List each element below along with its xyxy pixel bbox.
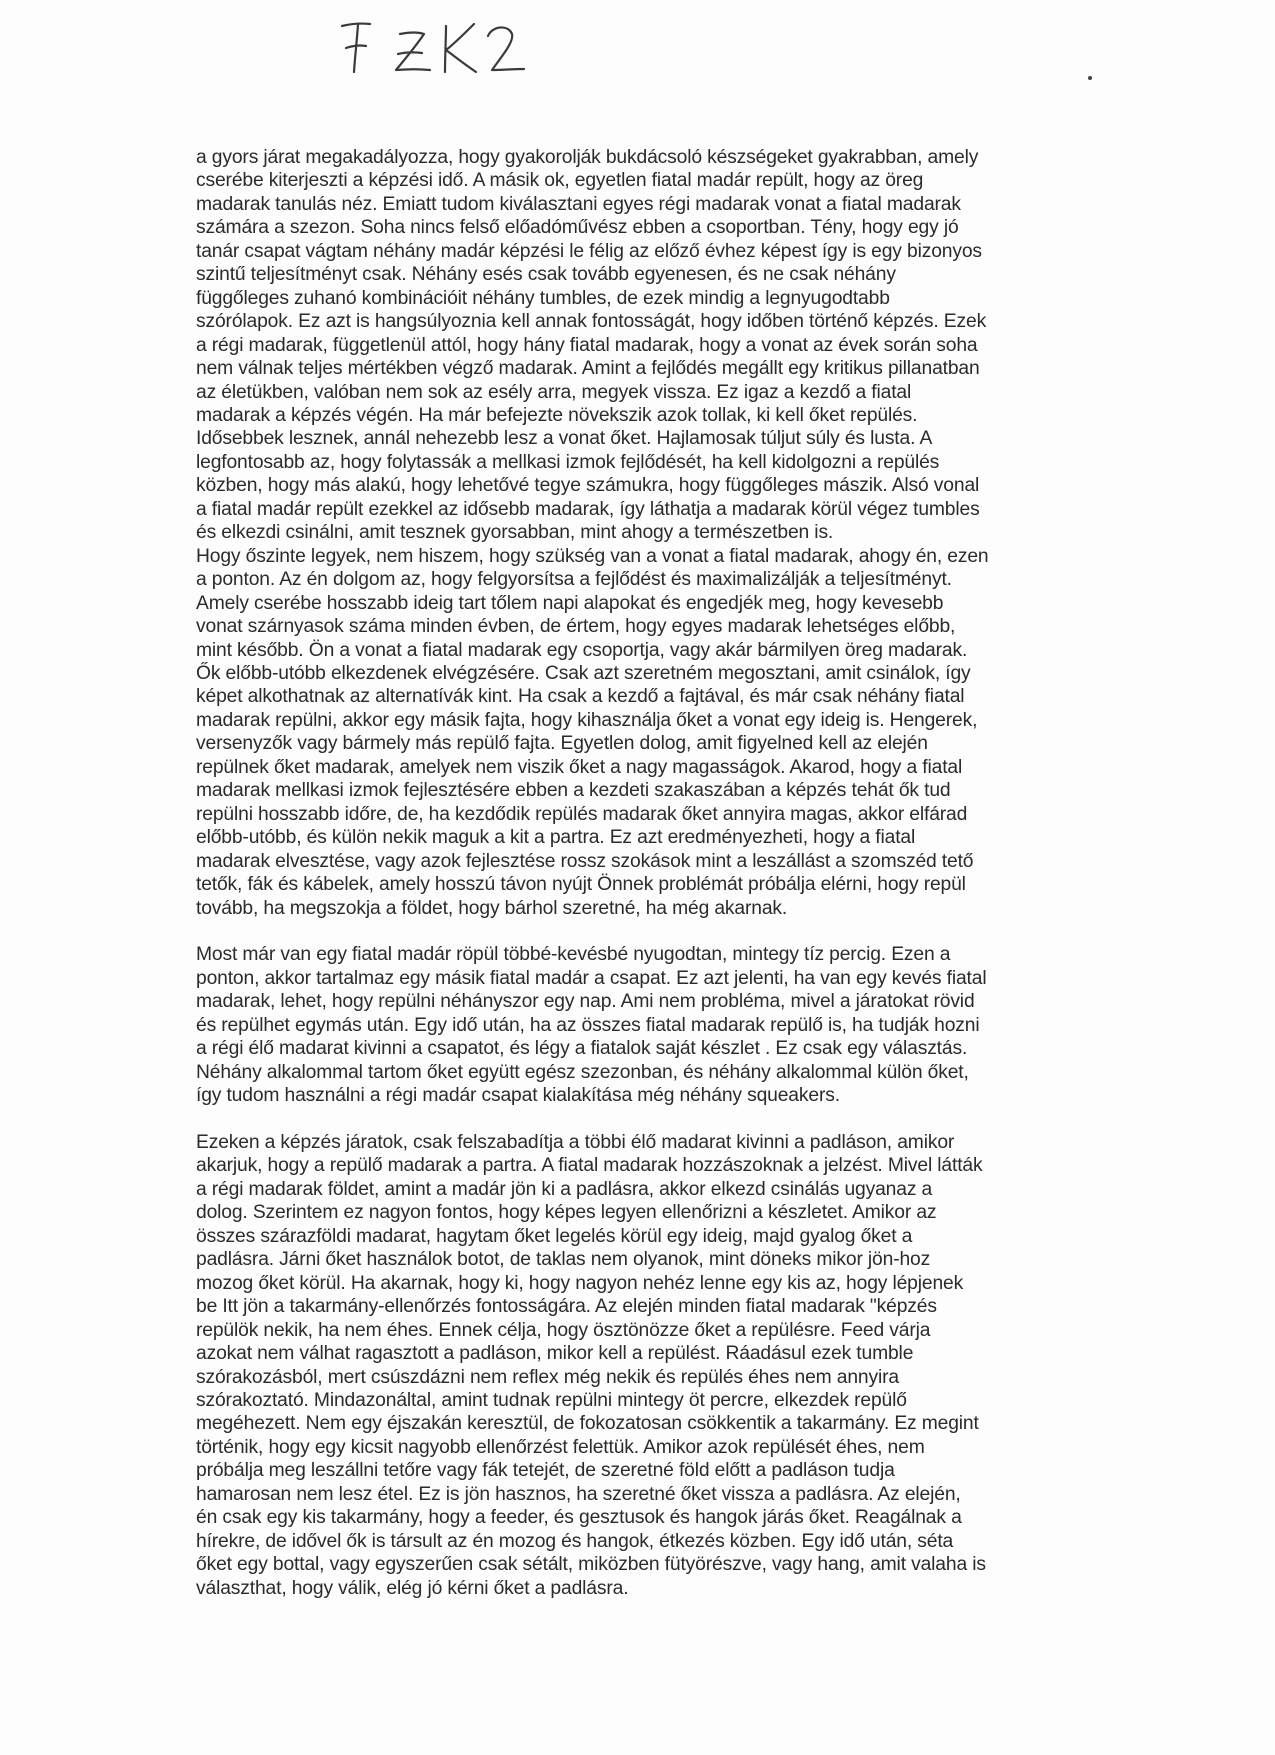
text-line: vonat szárnyasok száma minden évben, de értem, hogy egyes madarak lehetséges előbb,: [196, 616, 956, 638]
text-line: hírekre, de idővel ők is társult az én mozog és hangok, étkezés közben. Egy idő után, séta: [196, 1530, 954, 1552]
handwritten-code: [338, 12, 528, 82]
text-line: Ők előbb-utóbb elkezdenek elvégzésére. Csak azt szeretném megosztani, amit csinálok, így: [196, 662, 971, 684]
text-line: mint később. Ön a vonat a fiatal madarak egy csoportja, vagy akár bármilyen öreg madarak.: [196, 639, 968, 661]
text-line: a fiatal madár repült ezekkel az idősebb madarak, így láthatja a madarak körül végez tumbles: [196, 498, 980, 520]
paragraph-gap: [196, 920, 1076, 943]
text-line: dolog. Szerintem ez nagyon fontos, hogy képes legyen ellenőrizni a készletet. Amikor az: [196, 1202, 937, 1224]
text-line: Idősebbek lesznek, annál nehezebb lesz a vonat őket. Hajlamosak túljut súly és lusta. A: [196, 428, 933, 450]
text-line: repülnek őket madarak, amelyek nem viszik őket a nagy magasságok. Akarod, hogy a fiatal: [196, 756, 963, 778]
text-line: függőleges zuhanó kombinációit néhány tumbles, de ezek mindig a legnyugodtabb: [196, 287, 890, 309]
text-line: választhat, hogy válik, elég jó kérni őket a padlásra.: [196, 1577, 629, 1599]
scan-speck: [1088, 76, 1092, 80]
text-line: azokat nem válhat ragasztott a padláson, mikor kell a repülést. Ráadásul ezek tumble: [196, 1343, 914, 1365]
text-line: én csak egy kis takarmány, hogy a feeder, és gesztusok és hangok járás őket. Reagálnak a: [196, 1507, 962, 1529]
text-line: szórólapok. Ez azt is hangsúlyoznia kell annak fontosságát, hogy időben történő képzés. Ezek: [196, 311, 987, 333]
text-line: repülni hosszabb időre, de, ha kezdődik repülés madarak őket annyira magas, akkor elfárad: [196, 803, 968, 825]
text-line: számára a szezon. Soha nincs felső előadóművész ebben a csoportban. Tény, hogy egy jó: [196, 217, 959, 239]
text-line: megéhezett. Nem egy éjszakán keresztül, de fokozatosan csökkentik a takarmány. Ez megint: [196, 1413, 979, 1435]
text-line: legfontosabb az, hogy folytassák a mellkasi izmok fejlődését, ha kell kidolgozni a repülés: [196, 451, 940, 473]
text-line: tanár csapat vágtam néhány madár képzési le félig az előző évhez képest így is egy bizonyos: [196, 240, 982, 262]
text-line: szintű teljesítményt csak. Néhány esés csak tovább egyenesen, és ne csak néhány: [196, 264, 896, 286]
text-line: a ponton. Az én dolgom az, hogy felgyorsítsa a fejlődést és maximalizálják a teljesítményt.: [196, 569, 952, 591]
text-line: akarjuk, hogy a repülő madarak a partra. A fiatal madarak hozzászoknak a jelzést. Mivel látták: [196, 1155, 983, 1177]
text-line: szórakozásból, mert csúszdázni nem reflex még nekik és repülés éhes nem annyira: [196, 1366, 899, 1388]
document-body: [196, 146, 1076, 1600]
text-line: Ezeken a képzés járatok, csak felszabadítja a többi élő madarat kivinni a padláson, amikor: [196, 1132, 955, 1153]
text-line: őket egy bottal, vagy egyszerűen csak sétált, miközben fütyörészve, vagy hang, amit valaha is: [196, 1554, 986, 1576]
text-line: mozog őket körül. Ha akarnak, hogy ki, hogy nagyon nehéz lenne egy kis az, hogy lépjenek: [196, 1272, 964, 1294]
text-line: előbb-utóbb, és külön nekik maguk a kit a partra. Ez azt eredményezheti, hogy a fiatal: [196, 827, 916, 849]
text-line: a régi élő madarat kivinni a csapatot, és légy a fiatalok saját készlet . Ez csak egy választás.: [196, 1038, 968, 1060]
text-line: így tudom használni a régi madár csapat kialakítása még néhány squeakers.: [196, 1085, 840, 1107]
text-line: cserébe kiterjeszti a képzési idő. A másik ok, egyetlen fiatal madár repült, hogy az öreg: [196, 170, 924, 192]
paragraph-3: [196, 1131, 1076, 1600]
text-line: madarak, lehet, hogy repülni néhányszor egy nap. Ami nem probléma, mivel a járatokat rövid: [196, 991, 975, 1013]
text-line: a régi madarak földet, amint a madár jön ki a padlásra, akkor elkezd csinálás ugyanaz a: [196, 1178, 933, 1200]
text-line: és elkezdi csinálni, amit tesznek gyorsabban, mint ahogy a természetben is.: [196, 522, 834, 544]
paragraph-1: [196, 146, 1076, 920]
paragraph-2: [196, 943, 1076, 1107]
text-line: versenyzők vagy bármely más repülő fajta. Egyetlen dolog, amit figyelned kell az elején: [196, 733, 928, 755]
text-line: összes szárazföldi madarat, hagytam őket legelés körül egy ideig, majd gyalog őket a: [196, 1225, 913, 1247]
text-line: Amely cserébe hosszabb ideig tart tőlem napi alapokat és engedjék meg, hogy kevesebb: [196, 592, 944, 614]
text-line: a régi madarak, függetlenül attól, hogy hány fiatal madarak, hogy a vonat az évek során soha: [196, 334, 978, 356]
text-line: nem válnak teljes mértékben végző madarak. Amint a fejlődés megállt egy kritikus pillanatban: [196, 358, 980, 380]
text-line: tetők, fák és kábelek, amely hosszú távon nyújt Önnek problémát próbálja elérni, hogy repül: [196, 874, 966, 896]
text-line: történik, hogy egy kicsit nagyobb ellenőrzést felettük. Amikor azok repülését éhes, nem: [196, 1436, 925, 1458]
text-line: padlásra. Járni őket használok botot, de taklas nem olyanok, mint döneks mikor jön-hoz: [196, 1249, 931, 1271]
text-line: be Itt jön a takarmány-ellenőrzés fontosságára. Az elején minden fiatal madarak "képzés: [196, 1296, 937, 1318]
text-line: képet alkothatnak az alternatívák kint. Ha csak a kezdő a fajtával, és már csak néhány fiatal: [196, 686, 965, 708]
text-line: madarak a képzés végén. Ha már befejezte növekszik azok tollak, ki kell őket repülés.: [196, 404, 918, 426]
text-line: madarak repülni, akkor egy másik fajta, hogy kihasználja őket a vonat egy ideig is. Hengerek,: [196, 709, 978, 731]
text-line: Néhány alkalommal tartom őket együtt egész szezonban, és néhány alkalommal külön őket,: [196, 1061, 969, 1083]
text-line: az életükben, valóban nem sok az esély arra, megyek vissza. Ez igaz a kezdő a fiatal: [196, 381, 912, 403]
text-line: próbálja meg leszállni tetőre vagy fák tetejét, de szeretné föld előtt a padláson tudja: [196, 1460, 895, 1482]
text-line: madarak elvesztése, vagy azok fejlesztése rossz szokások mint a leszállást a szomszéd tető: [196, 850, 974, 872]
text-line: madarak mellkasi izmok fejlesztésére ebben a kezdeti szakaszában a képzés tehát ők tud: [196, 780, 951, 802]
text-line: és repülhet egymás után. Egy idő után, ha az összes fiatal madarak repülő is, ha tudják hozni: [196, 1014, 980, 1036]
text-line: Most már van egy fiatal madár röpül többé-kevésbé nyugodtan, mintegy tíz percig. Ezen a: [196, 944, 951, 966]
text-line: tovább, ha megszokja a földet, hogy bárhol szeretné, ha még akarnak.: [196, 897, 788, 919]
text-line: ponton, akkor tartalmaz egy másik fiatal madár a csapat. Ez azt jelenti, ha van egy kevés fiatal: [196, 967, 987, 989]
text-line: szórakoztató. Mindazonáltal, amint tudnak repülni mintegy öt percre, elkezdek repülő: [196, 1389, 907, 1411]
paragraph-gap: [196, 1108, 1076, 1131]
text-line: a gyors járat megakadályozza, hogy gyakorolják bukdácsoló készségeket gyakrabban, amely: [196, 147, 979, 168]
text-line: madarak tanulás néz. Emiatt tudom kiválasztani egyes régi madarak vonat a fiatal madarak: [196, 193, 961, 215]
text-line: közben, hogy más alakú, hogy lehetővé tegye számukra, hogy függőleges mászik. Alsó vonal: [196, 475, 980, 497]
text-line: repülök nekik, ha nem éhes. Ennek célja, hogy ösztönözze őket a repülésre. Feed várja: [196, 1319, 931, 1341]
text-line: Hogy őszinte legyek, nem hiszem, hogy szükség van a vonat a fiatal madarak, ahogy én, ezen: [196, 545, 989, 567]
text-line: hamarosan nem lesz étel. Ez is jön hasznos, ha szeretné őket vissza a padlásra. Az elején,: [196, 1483, 961, 1505]
